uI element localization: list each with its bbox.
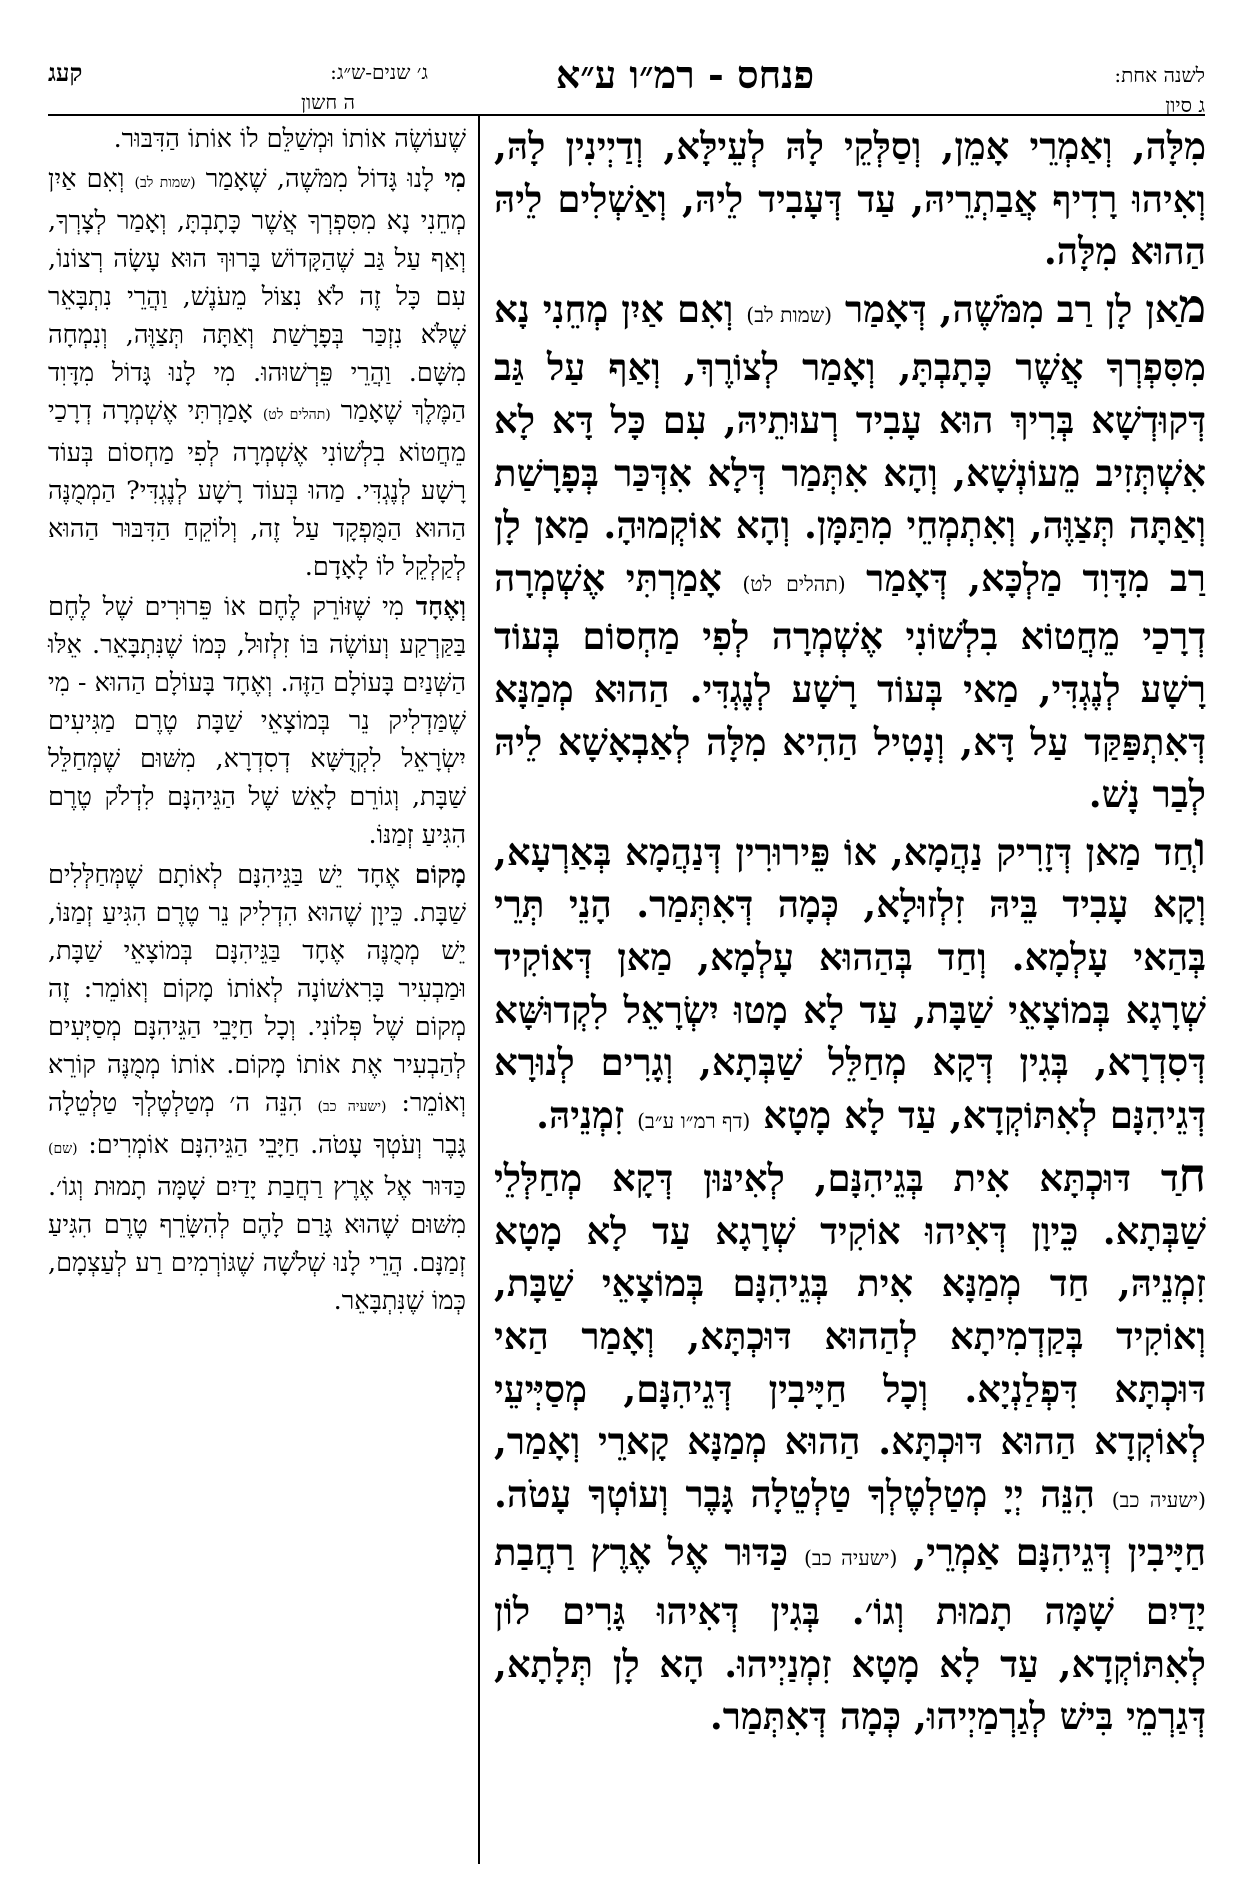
- citation: (תהלים לט): [262, 407, 331, 423]
- side-p3-text: מִי שֶׁזּוֹרֵק לֶחֶם אוֹ פֵּרוּרִים שֶׁל לֶחֶם בַּקַּרְקַע וְעוֹשֶׂה בּוֹ זִלְזוּל, כְּמוֹ שֶׁנִּתְבָּאֵר. אֵלּוּ הַשְּׁנַיִם בָּעוֹלָם הַזֶּה. וְאֶחָד בָּעוֹלָם הַהוּא - מִי שֶׁמַּדְלִיק נֵר בְּמוֹצָאֵי שַׁבָּת טֶרֶם מַגִּיעִים יִשְׂרָאֵל לִקְדֻשָּׁא דְסִדְרָא, מִשּׁוּם שֶׁמְּחַלֵּל שַׁבָּת, וְגוֹרֵם לָאֵשׁ שֶׁל הַגֵּיהִנָּם לִדְלֹק טֶרֶם הִגִּיעַ זְמַנּוֹ.: [48, 592, 466, 850]
- header-left-line1: ג׳ שנים-ש״ג:: [330, 60, 428, 84]
- citation: (ישעיה כב): [1111, 1487, 1206, 1512]
- side-p2-tail: וְאִם אַיִן מְחֵנִי נָא מִסִּפְרְךָ אֲשֶׁר כָּתָבְתָּ, וְאָמַר לְצָרְךָ, וְאַף עַל גַּב שֶׁהַקָּדוֹשׁ בָּרוּךְ הוּא עָשָׂה רְצוֹנוֹ, עִם כָּל זֶה לֹא נִצּוֹל מֵעֹנֶשׁ, וַהֲרֵי נִתְבָּאֵר שֶׁלֹּא נִזְכַּר בְּפָרָשַׁת וְאַתָּה תְּצַוֶּה, וְנִמְחָה מִשָּׁם. וַהֲרֵי פֵּרְשׁוּהוּ. מִי לָנוּ גָּדוֹל מִדָּוִד הַמֶּלֶךְ שֶׁאָמַר: [48, 164, 466, 426]
- side-p4-mid: הִנֵּה ה׳ מְטַלְטֶלְךָ טַלְטֵלָה גָּבֶר וְעֹטְךָ עָטֹה. חַיָּבֵי הַגֵּיהִנָּם אוֹמְרִים:: [48, 1088, 466, 1160]
- page-header: [0, 52, 1253, 117]
- column-divider: [478, 116, 480, 1864]
- header-right-line1: לשנה אחת:: [1114, 63, 1205, 87]
- main-paragraph-2: [494, 280, 1206, 821]
- main-paragraph-3: [494, 823, 1206, 1148]
- drop-letter: ח: [1178, 1148, 1206, 1203]
- main-p2-text: ַאן לָן רַב מִמֹּשֶׁה, דְּאָמַר: [845, 286, 1179, 331]
- main-p2-tail: וְאִם אַיִן מְחֵנִי נָא מִסִּפְרְךָ אֲשֶׁר כָּתָבְתָּ, וְאָמַר לְצוֹרֶךְ, וְאַף עַל גַּב דְּקוּדְשָׁא בְּרִיךְ הוּא עָבִיד רְעוּתֵיהּ, עִם כָּל דָּא לָא אִשְׁתְּזִיב מֵעוֹנְשָׁא, וְהָא אִתְּמַר דְּלָא אִדְּכַּר בְּפָרָשַׁת וְאַתָּה תְּצַוֶּה, וְאִתְמְחֵי מִתַּמָּן. וְהָא אוֹקְמוּהָ. מַאן לָן רַב מִדָּוִד מַלְכָּא, דְּאָמַר: [494, 286, 1206, 600]
- translation-column: [48, 120, 466, 1322]
- main-p3-tail: זִמְנֵיהּ.: [536, 1092, 625, 1137]
- citation: (ישעיה כב): [317, 1099, 387, 1115]
- header-right: [1005, 60, 1205, 120]
- header-left-line2: ה חשון: [300, 90, 356, 114]
- lead-word: מִי: [444, 164, 467, 194]
- citation: (ישעיה כב): [803, 1546, 898, 1571]
- citation: (שמות לב): [746, 302, 833, 327]
- side-p2-text: לָנוּ גָּדוֹל מִמֹּשֶׁה, שֶׁאָמַר: [205, 164, 435, 194]
- lead-word: מָקוֹם: [414, 860, 466, 890]
- page-title: פנחס - רמ״ו ע״א: [555, 52, 815, 97]
- citation: (דף רמ״ו ע״ב): [637, 1108, 751, 1133]
- side-p2-tail2: אָמַרְתִּי אֶשְׁמְרָה דְרָכַי מֵחֲטוֹא בִלְשׁוֹנִי אֶשְׁמְרָה לְפִי מַחְסוֹם בְּעוֹד רָשָׁע לְנֶגְדִּי. מַהוּ בְּעוֹד רָשָׁע לְנֶגְדִּי? הַמְמֻנֶּה הַהוּא הַמֻּפְקָד עַל זֶה, וְלוֹקֵחַ הַדִּבּוּר הַהוּא לְקַלְקֵל לוֹ לָאָדָם.: [48, 396, 466, 582]
- drop-letter: מ: [1178, 278, 1206, 333]
- main-p3-text: ְחַד מַאן דְּזָרִיק נַהֲמָא, אוֹ פֵּירוּרִין דְּנַהֲמָא בְּאַרְעָא, וְקָא עָבִיד בֵּיהּ זִלְזוּלָא, כְּמָה דְּאִתְּמַר. הָנֵי תְּרֵי בְּהַאי עָלְמָא. וְחַד בְּהַהוּא עָלְמָא, מַאן דְּאוֹקִיד שְׁרָגָא בְּמוֹצָאֵי שַׁבָּת, עַד לָא מָטוּ יִשְׂרָאֵל לִקְדוּשָּׁא דְּסִדְרָא, בְּגִין דְּקָא מְחַלֵּל שַׁבְּתָא, וְגָרִים לְנוּרָא דְּגֵיהִנָּם לְאִתּוֹקְדָא, עַד לָא מָטָא: [494, 829, 1206, 1137]
- citation: (שם): [48, 1141, 78, 1157]
- side-paragraph-1: [48, 120, 466, 158]
- citation: (שמות לב): [134, 175, 196, 191]
- main-paragraph-1: [494, 120, 1206, 278]
- side-p1-text: שֶׁעוֹשֶׂה אוֹתוֹ וּמְשַׁלֵּם לוֹ אוֹתוֹ הַדִּבּוּר.: [113, 124, 466, 154]
- side-p4-tail: כַּדּוּר אֶל אֶרֶץ רַחֲבַת יָדַיִם שָׁמָּה תָמוּת וְגוֹ׳. מִשּׁוּם שֶׁהוּא גָּרַם לָהֶם לְהִשָּׂרֵף טֶרֶם הִגִּיעַ זְמַנָּם. הֲרֵי לָנוּ שְׁלֹשָׁה שֶׁגּוֹרְמִים רַע לְעַצְמָם, כְּמוֹ שֶׁנִּתְבָּאֵר.: [48, 1172, 466, 1316]
- main-text-column: [494, 120, 1206, 1745]
- main-p4-text: ַד דּוּכְתָּא אִית בְּגֵיהִנָּם, לְאִינּוּן דְּקָא מְחַלְּלֵי שַׁבְּתָא. כֵּיוָן דְּאִיהוּ אוֹקִיד שְׁרָגָא עַד לָא מָטָא זִמְנֵיהּ, חַד מְמַנָּא אִית בְּגֵיהִנָּם בְּמוֹצָאֵי שַׁבָּת, וְאוֹקִיד בְּקַדְמִיתָא לְהַהוּא דּוּכְתָּא, וְאָמַר הַאי דּוּכְתָּא דִּפְלַנְיָא. וְכָל חַיָּיבִין דְּגֵיהִנָּם, מְסַיְּיעֵי לְאוֹקְדָא הַהוּא דּוּכְתָּא. הַהוּא מְמַנָּא קָארֵי וְאָמַר,: [494, 1156, 1206, 1464]
- drop-letter: ו: [1194, 821, 1206, 876]
- header-right-line2: ג סיון: [1165, 93, 1205, 117]
- page-number: קעג: [48, 58, 83, 87]
- citation: (תהלים לט): [742, 571, 846, 596]
- main-p4-mid: הִנֵּה יְיָ מְטַלְטֶלְךָ טַלְטֵלָה גָּבֶר וְעוֹטְךָ עָטֹה. חַיָּיבִין דְּגֵיהִנָּם אַמְרֵי,: [494, 1471, 1206, 1575]
- side-paragraph-2: [48, 160, 466, 586]
- main-p2-tail2: אָמַרְתִּי אֶשְׁמְרָה דְרָכַי מֵחֲטוֹא בִלְשׁוֹנִי אֶשְׁמְרָה לְפִי מַחְסוֹם בְּעוֹד רָשָׁע לְנֶגְדִּי, מַאי בְּעוֹד רָשָׁע לְנֶגְדִּי. הַהוּא מְמַנָּא דְּאִתְפַּקַּד עַל דָּא, וְנָטִיל הַהִיא מִלָּה לְאַבְאָשָׁא לֵיהּ לְבַר נָשׁ.: [494, 555, 1206, 817]
- side-paragraph-3: [48, 588, 466, 854]
- side-paragraph-4: [48, 856, 466, 1320]
- main-paragraph-4: [494, 1149, 1206, 1743]
- side-p4-text: אֶחָד יֵשׁ בַּגֵּיהִנָּם לְאוֹתָם שֶׁמְּחַלְּלִים שַׁבָּת. כֵּיוָן שֶׁהוּא הִדְלִיק נֵר טֶרֶם הִגִּיעַ זְמַנּוֹ, יֵשׁ מְמֻנֶּה אֶחָד בַּגֵּיהִנָּם בְּמוֹצָאֵי שַׁבָּת, וּמַבְעִיר בָּרִאשׁוֹנָה לְאוֹתוֹ מָקוֹם וְאוֹמֵר: זֶה מְקוֹם שֶׁל פְּלוֹנִי. וְכָל חַיָּבֵי הַגֵּיהִנָּם מְסַיְּעִים לְהַבְעִיר אֶת אוֹתוֹ מָקוֹם. אוֹתוֹ מְמֻנֶּה קוֹרֵא וְאוֹמֵר:: [48, 860, 466, 1118]
- main-p1-text: מִלָּה, וְאַמְרֵי אָמֵן, וְסַלְּקֵי לָהּ לְעֵילָּא, וְדַיְינִין לָהּ, וְאִיהוּ רָדִיף אֲבַתְרֵיהּ, עַד דְּעָבִיד לֵיהּ, וְאַשְׁלִים לֵיהּ הַהוּא מִלָּה.: [494, 124, 1206, 274]
- lead-word: וְאֶחָד: [415, 592, 466, 622]
- header-divider: [48, 114, 1205, 116]
- main-p4-tail: כַּדּוּר אֶל אֶרֶץ רַחֲבַת יָדַיִם שָׁמָּה תָמוּת וְגוֹ׳. בְּגִין דְּאִיהוּ גָּרִים לוֹן לְאִתּוֹקְדָא, עַד לָא מָטָא זִמְנַיְיהוּ. הָא לָן תְּלָתָא, דְּגַרְמֵי בִּישׁ לְגַרְמַיְיהוּ, כְּמָה דְּאִתְּמַר.: [494, 1530, 1206, 1739]
